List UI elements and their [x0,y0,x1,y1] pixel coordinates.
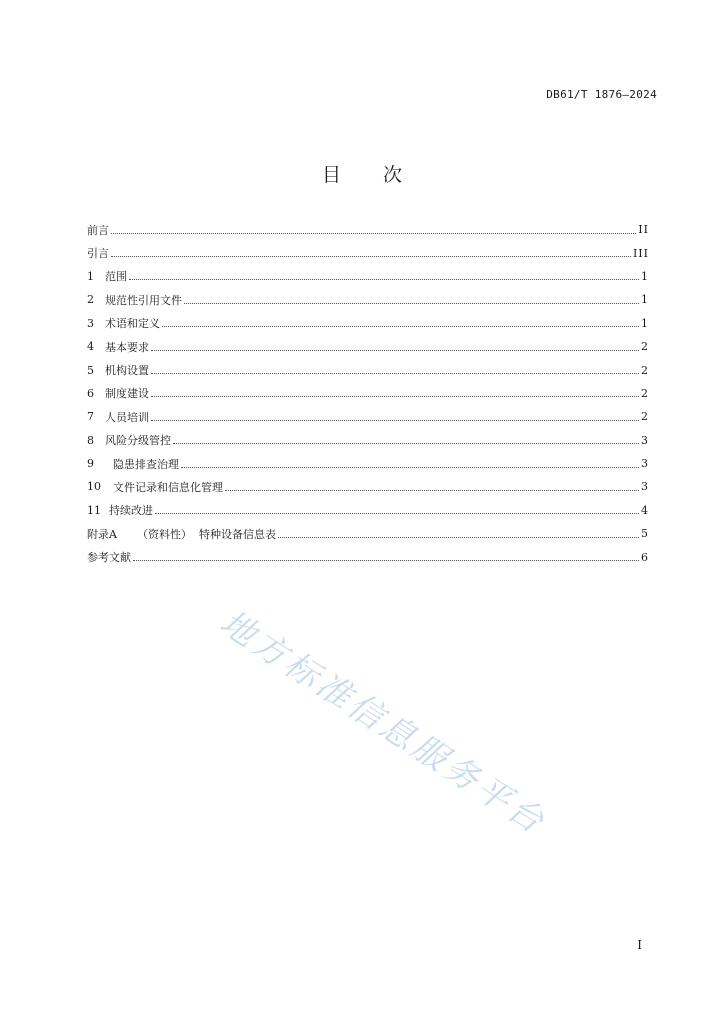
toc-leader [111,255,631,257]
toc-page: 2 [641,363,649,377]
toc-number: 10 [87,480,101,494]
toc-entry[interactable] [87,335,649,358]
toc-label: 规范性引用文件 [105,293,182,307]
toc-number: 附录A [87,527,117,541]
toc-label: 持续改进 [109,504,153,518]
toc-label: （资料性） 特种设备信息表 [137,527,276,541]
toc-entry[interactable] [87,475,649,498]
toc-leader [162,325,639,327]
toc-entry[interactable] [87,452,649,475]
toc-leader [129,278,639,280]
toc-label: 机构设置 [105,364,149,378]
toc-entry[interactable] [87,288,649,311]
toc-label: 范围 [105,270,127,284]
toc-leader [133,559,639,561]
toc-leader [184,302,639,304]
toc-label: 风险分级管控 [105,434,171,448]
toc-number: 2 [87,293,94,307]
toc-number: 9 [87,457,94,471]
toc-leader [181,466,639,468]
toc-page: 3 [641,457,649,471]
toc-number: 1 [87,269,94,283]
page-number: I [637,938,642,952]
toc-page: 2 [641,340,649,354]
toc-label: 人员培训 [105,410,149,424]
title-part1: 目 [321,164,341,186]
toc-label: 前言 [87,223,109,237]
title-part2: 次 [383,164,403,186]
toc-entry[interactable] [87,545,649,568]
toc-number: 6 [87,386,94,400]
toc-page: 3 [641,433,649,447]
toc-leader [155,512,639,514]
toc-number: 7 [87,410,94,424]
toc-page: 3 [641,480,649,494]
toc-entry[interactable] [87,429,649,452]
toc-entry[interactable] [87,382,649,405]
toc-number: 4 [87,340,94,354]
toc-label: 文件记录和信息化管理 [113,480,223,494]
toc-entry[interactable] [87,522,649,545]
toc-label: 引言 [87,247,109,261]
toc-entry[interactable] [87,218,649,241]
toc-leader [278,536,639,538]
toc-number: 8 [87,433,94,447]
toc-leader [151,349,639,351]
toc-entry[interactable] [87,312,649,335]
standard-code: DB61/T 1876—2024 [546,88,657,101]
toc-page: 5 [641,527,649,541]
toc-leader [151,395,639,397]
toc-entry[interactable] [87,265,649,288]
toc-number: 11 [87,503,101,517]
toc-page: 6 [641,550,649,564]
toc-label: 隐患排查治理 [113,457,179,471]
toc-page: II [638,223,649,237]
toc-page: 4 [641,503,649,517]
toc-page: 1 [641,269,649,283]
toc-leader [225,489,639,491]
toc-number: 5 [87,363,94,377]
toc-label: 制度建设 [105,387,149,401]
toc-page: 1 [641,316,649,330]
toc-label: 基本要求 [105,340,149,354]
toc-entry[interactable] [87,499,649,522]
table-of-contents [87,218,649,569]
page-title [0,160,724,187]
toc-leader [151,372,639,374]
toc-page: III [632,246,649,260]
toc-leader [111,232,636,234]
toc-page: 1 [641,293,649,307]
toc-label: 术语和定义 [105,317,160,331]
toc-entry[interactable] [87,405,649,428]
toc-entry[interactable] [87,358,649,381]
toc-page: 2 [641,386,649,400]
watermark: 地方标准信息服务平台 [212,602,554,844]
toc-entry[interactable] [87,241,649,264]
toc-leader [151,419,639,421]
toc-page: 2 [641,410,649,424]
toc-number: 3 [87,316,94,330]
toc-leader [173,442,639,444]
toc-label: 参考文献 [87,551,131,565]
